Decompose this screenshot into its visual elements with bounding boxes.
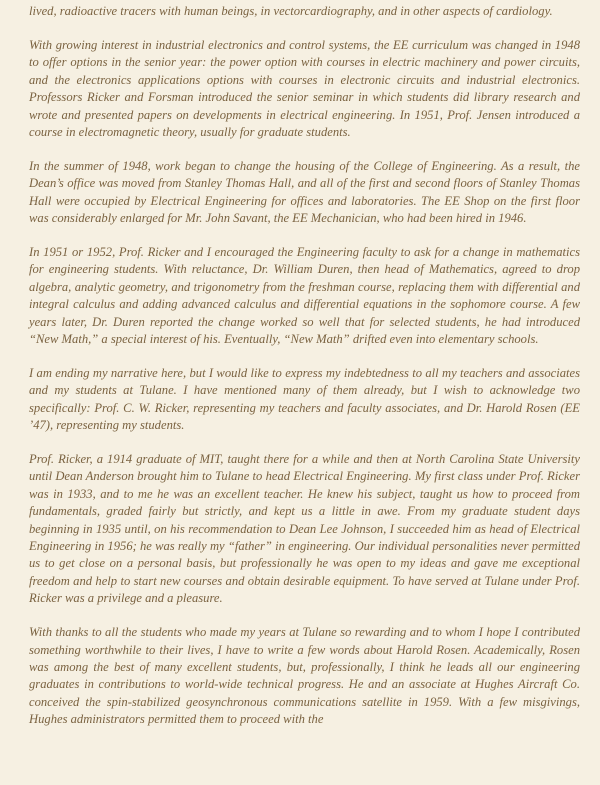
paragraph-acknowledgment: I am ending my narrative here, but I would like to express my indebtedness to all my teachers and associates and my students at Tulane. I have mentioned many of them already, but I wish to acknowledge two specifically: Prof. C. W. Ricker, representing my teachers and faculty associates, and Dr. Harold Rosen (EE ’47), representing my students.	[29, 365, 580, 433]
paragraph-harold-rosen: With thanks to all the students who made my years at Tulane so rewarding and to whom I hope I contributed something worthwhile to their lives, I have to write a few words about Harold Rosen. Academically, Rosen was among the best of many excellent students, but, professionally, I think he leads all our engineering graduates in contributions to world-wide technical progress. He and an associate at Hughes Aircraft Co. conceived the spin-stabilized geosynchronous communications satellite in 1959. With a few misgivings, Hughes administrators permitted them to proceed with the	[29, 625, 580, 727]
paragraph-prof-ricker: Prof. Ricker, a 1914 graduate of MIT, taught there for a while and then at North Carolina State University until Dean Anderson brought him to Tulane to head Electrical Engineering. My first class under Prof. Ricker was in 1933, and to me he was an excellent teacher. He knew his subject, taught us how to proceed from fundamentals, graded fairly but strictly, and kept us a little in awe. From my graduate student days beginning in 1935 until, on his recommendation to Dean Lee Johnson, I succeeded him as head of Electrical Engineering in 1956; he was really my “father” in engineering. Our individual personalities never permitted us to get close on a personal basis, but professionally he was open to my ideas and gave me exceptional freedom and help to start new courses and obtain desirable equipment. To have served at Tulane under Prof. Ricker was a privilege and a pleasure.	[29, 452, 580, 606]
paragraph-housing: In the summer of 1948, work began to change the housing of the College of Engineering. As a result, the Dean’s office was moved from Stanley Thomas Hall, and all of the first and second floors of Stanley Thomas Hall were occupied by Electrical Engineering for offices and laboratories. The EE Shop on the first floor was considerably enlarged for Mr. John Savant, the EE Mechanician, who had been hired in 1946.	[29, 158, 580, 226]
paragraph-cardiology: lived, radioactive tracers with human beings, in vectorcardiography, and in other aspects of cardiology.	[29, 4, 553, 18]
paragraph-ee-curriculum: With growing interest in industrial electronics and control systems, the EE curriculum was changed in 1948 to offer options in the senior year: the power option with courses in electric machinery and power circuits, and the electronics applications options with courses in electronic circuits and industrial electronics. Professors Ricker and Forsman introduced the senior seminar in which students did library research and wrote and presented papers on developments in electrical engineering. In 1951, Prof. Jensen introduced a course in electromagnetic theory, usually for graduate students.	[29, 37, 580, 139]
paragraph-mathematics: In 1951 or 1952, Prof. Ricker and I encouraged the Engineering faculty to ask for a change in mathematics for engineering students. With reluctance, Dr. William Duren, then head of Mathematics, agreed to drop algebra, analytic geometry, and trigonometry from the freshman course, replacing them with differential and integral calculus and adding advanced calculus and differential equations in the sophomore course. A few years later, Dr. Duren reported the change worked so well that for selected students, he had introduced “New Math,” a special interest of his. Eventually, “New Math” drifted even into elementary schools.	[29, 244, 580, 346]
